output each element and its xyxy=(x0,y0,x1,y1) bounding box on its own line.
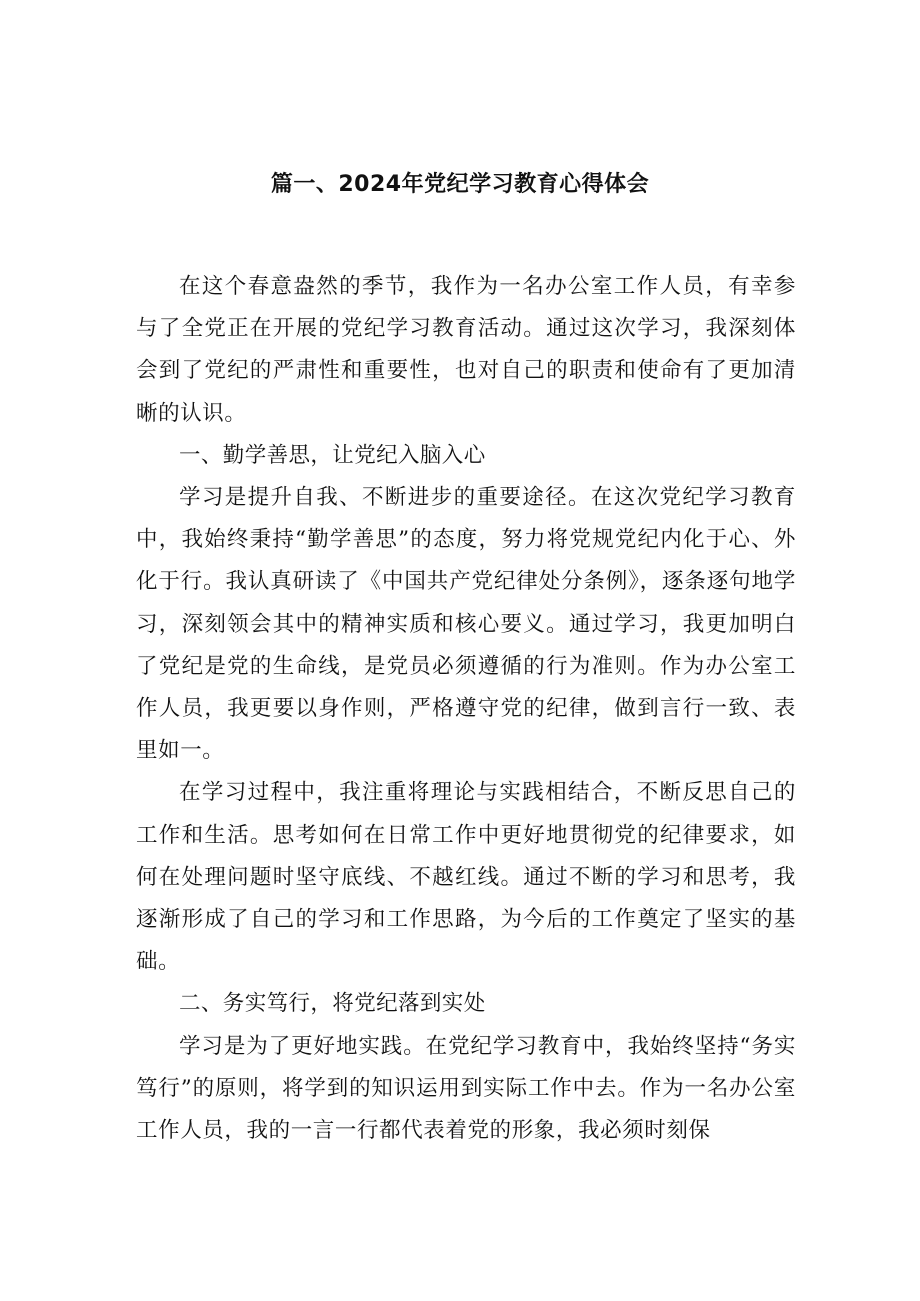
document-body xyxy=(136,266,796,1152)
section-heading-1: 一、勤学善思，让党纪入脑入心 xyxy=(179,442,486,468)
section-1-paragraph-2: 在学习过程中，我注重将理论与实践相结合，不断反思自己的工作和生活。思考如何在日常工作中更好地贯彻党的纪律要求，如何在处理问题时坚守底线、不越红线。通过不断的学习和思考，我逐渐形成了自己的学习和工作思路，为今后的工作奠定了坚实的基础。 xyxy=(136,780,796,975)
section-1-paragraph-1: 学习是提升自我、不断进步的重要途径。在这次党纪学习教育中，我始终秉持“勤学善思”的态度，努力将党规党纪内化于心、外化于行。我认真研读了《中国共产党纪律处分条例》，逐条逐句地学习，深刻领会其中的精神实质和核心要义。通过学习，我更加明白了党纪是党的生命线，是党员必须遵循的行为准则。作为办公室工作人员，我更要以身作则，严格遵守党的纪律，做到言行一致、表里如一。 xyxy=(136,485,796,764)
document-title: 篇一、2024年党纪学习教育心得体会 xyxy=(270,172,650,197)
section-2-paragraph-1: 学习是为了更好地实践。在党纪学习教育中，我始终坚持“务实笃行”的原则，将学到的知识运用到实际工作中去。作为一名办公室工作人员，我的一言一行都代表着党的形象，我必须时刻保 xyxy=(136,1033,796,1144)
section-heading-2: 二、务实笃行，将党纪落到实处 xyxy=(179,991,486,1017)
intro-paragraph: 在这个春意盎然的季节，我作为一名办公室工作人员，有幸参与了全党正在开展的党纪学习教育活动。通过这次学习，我深刻体会到了党纪的严肃性和重要性，也对自己的职责和使命有了更加清晰的认识。 xyxy=(136,274,796,426)
